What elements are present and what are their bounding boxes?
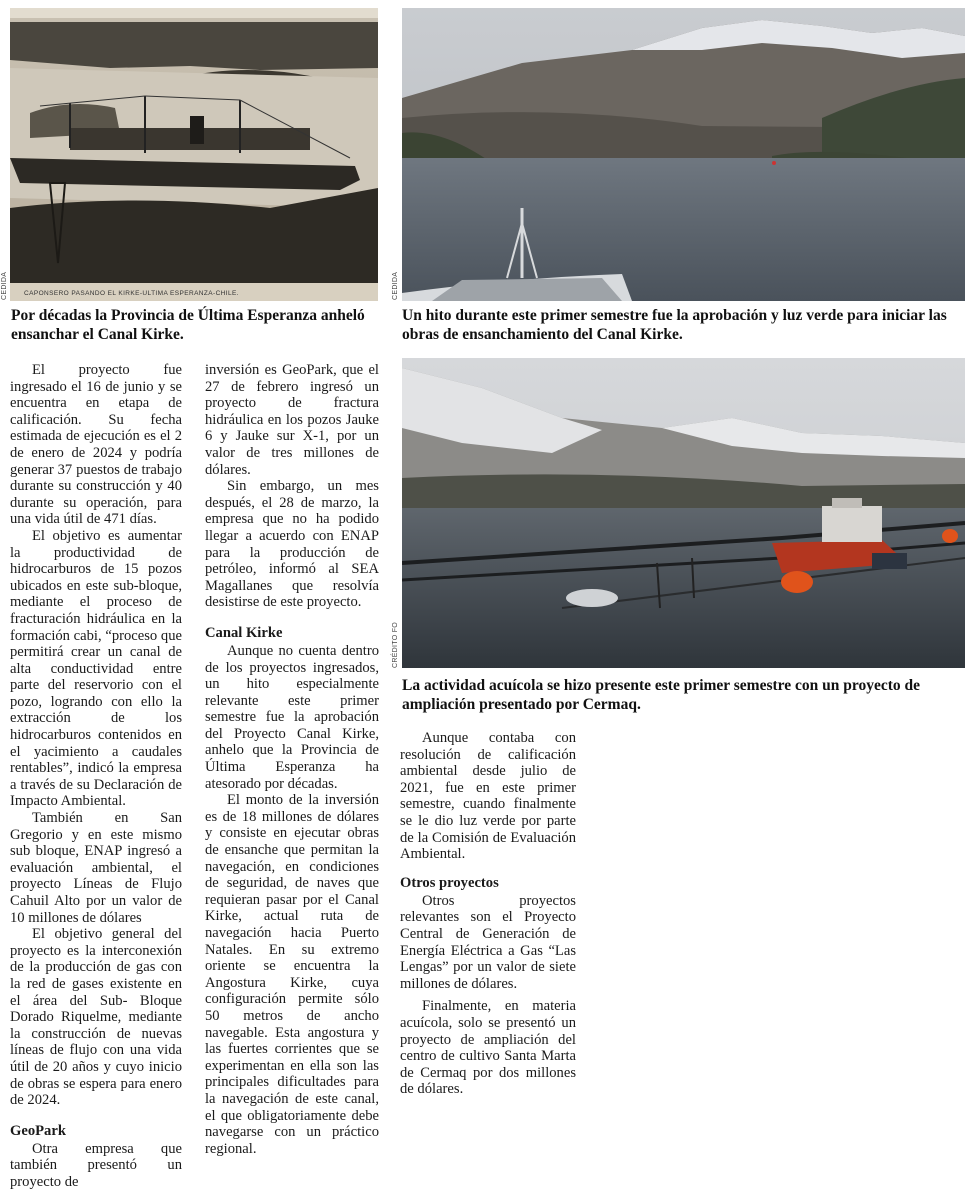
article-column-2: [205, 362, 379, 1157]
paragraph: Aunque no cuenta dentro de los proyectos ingresados, un hito especialmente relevante este primer semestre fue la aprobación del Proyecto Canal Kirke, anhelo que la Provincia de Última Esperanza ha atesorado por décadas.: [205, 642, 379, 792]
channel-photo: [402, 8, 965, 301]
article-column-1: [10, 362, 182, 1191]
paragraph: Otra empresa que también presentó un proyecto de: [10, 1140, 182, 1190]
caption-ship: Por décadas la Provincia de Última Esperanza anheló ensanchar el Canal Kirke.: [11, 307, 365, 343]
paragraph: También en San Gregorio y en este mismo sub bloque, ENAP ingresó a evaluación ambiental, el proyecto Líneas de Flujo Cahuil Alto por un valor de 10 millones de dólares: [10, 810, 182, 926]
paragraph: El objetivo general del proyecto es la interconexión de la producción de gas con la red de gases existente en el área del Sub- Bloque Dorado Riquelme, mediante la construcción de nuevas líneas de flujo con una vida útil de 20 años y cuyo inicio de obras se espera para enero de 2024.: [10, 926, 182, 1109]
paragraph: El proyecto fue ingresado el 16 de junio y se encuentra en etapa de calificación. Su fecha estimada de ejecución es el 2 de enero de 2024 y podría generar 37 puestos de trabajo durante su construcción y 40 durante su operación, para una vida útil de 471 días.: [10, 362, 182, 528]
paragraph: inversión es GeoPark, que el 27 de febrero ingresó un proyecto de fractura hidráulica en los pozos Jauke 6 y Jauke sur X-1, por un valor de tres millones de dólares.: [205, 362, 379, 478]
photo-credit-ship: CEDIDA: [1, 271, 8, 300]
paragraph: Sin embargo, un mes después, el 28 de marzo, la empresa que no ha podido llegar a acuerdo con ENAP para la producción de petróleo, informó al SEA Magallanes que resolvía desistirse de este proyecto.: [205, 478, 379, 611]
section-heading-geopark: GeoPark: [10, 1122, 66, 1139]
paragraph: El objetivo es aumentar la productividad de hidrocarburos de 15 pozos ubicados en este sub-bloque, mediante el proceso de fracturación hidráulica en la formación cabi, “proceso que permitirá crear un canal de alta conductividad entre parte del reservorio con el pozo, logrando con ello la extracción de los hidrocarburos contenidos en el yacimiento a caudales rentables”, indicó la empresa a través de su Declaración de Impacto Ambiental.: [10, 527, 182, 810]
section-heading-canal-kirke: Canal Kirke: [205, 624, 283, 641]
paragraph: Otros proyectos relevantes son el Proyecto Central de Generación de Energía Eléctrica a Gas “Las Lengas” por un valor de siete millones de dólares.: [400, 892, 576, 992]
photo-inscription: CAPONSERO PASANDO EL KIRKE-ULTIMA ESPERANZA-CHILE.: [24, 290, 239, 297]
aquaculture-photo: [402, 358, 965, 668]
caption-aquaculture: La actividad acuícola se hizo presente este primer semestre con un proyecto de ampliación presentado por Cermaq.: [402, 677, 921, 713]
caption-channel: Un hito durante este primer semestre fue la aprobación y luz verde para iniciar las obras de ensanchamiento del Canal Kirke.: [402, 307, 947, 343]
photo-credit-aquaculture: CRÉDITO FO: [392, 621, 399, 668]
paragraph: El monto de la inversión es de 18 millones de dólares y consiste en ejecutar obras de ensanche que permitan la navegación, en condiciones de seguridad, de naves que requieran pasar por el Canal Kirke, actual ruta de navegación hacia Puerto Natales. En su extremo oriente se encuentra la Angostura Kirke, cuya configuración permite sólo 50 metros de ancho navegable. Esta angostura y las fuertes corrientes que se experimentan en ella son las principales dificultades para la navegación de este canal, el que obligatoriamente debe navegarse con un práctico regional.: [205, 792, 379, 1157]
paragraph: Aunque contaba con resolución de calificación ambiental desde julio de 2021, fue en este primer semestre, cuando finalmente se le dio luz verde por parte de la Comisión de Evaluación Ambiental.: [400, 730, 576, 863]
paragraph: Finalmente, en materia acuícola, solo se presentó un proyecto de ampliación del centro de cultivo Santa Marta de Cermaq por dos millones de dólares.: [400, 998, 576, 1098]
section-heading-otros-proyectos: Otros proyectos: [400, 874, 499, 891]
historic-ship-photo: [10, 8, 378, 301]
article-column-3: [400, 730, 576, 1098]
photo-credit-channel: CEDIDA: [392, 271, 399, 300]
